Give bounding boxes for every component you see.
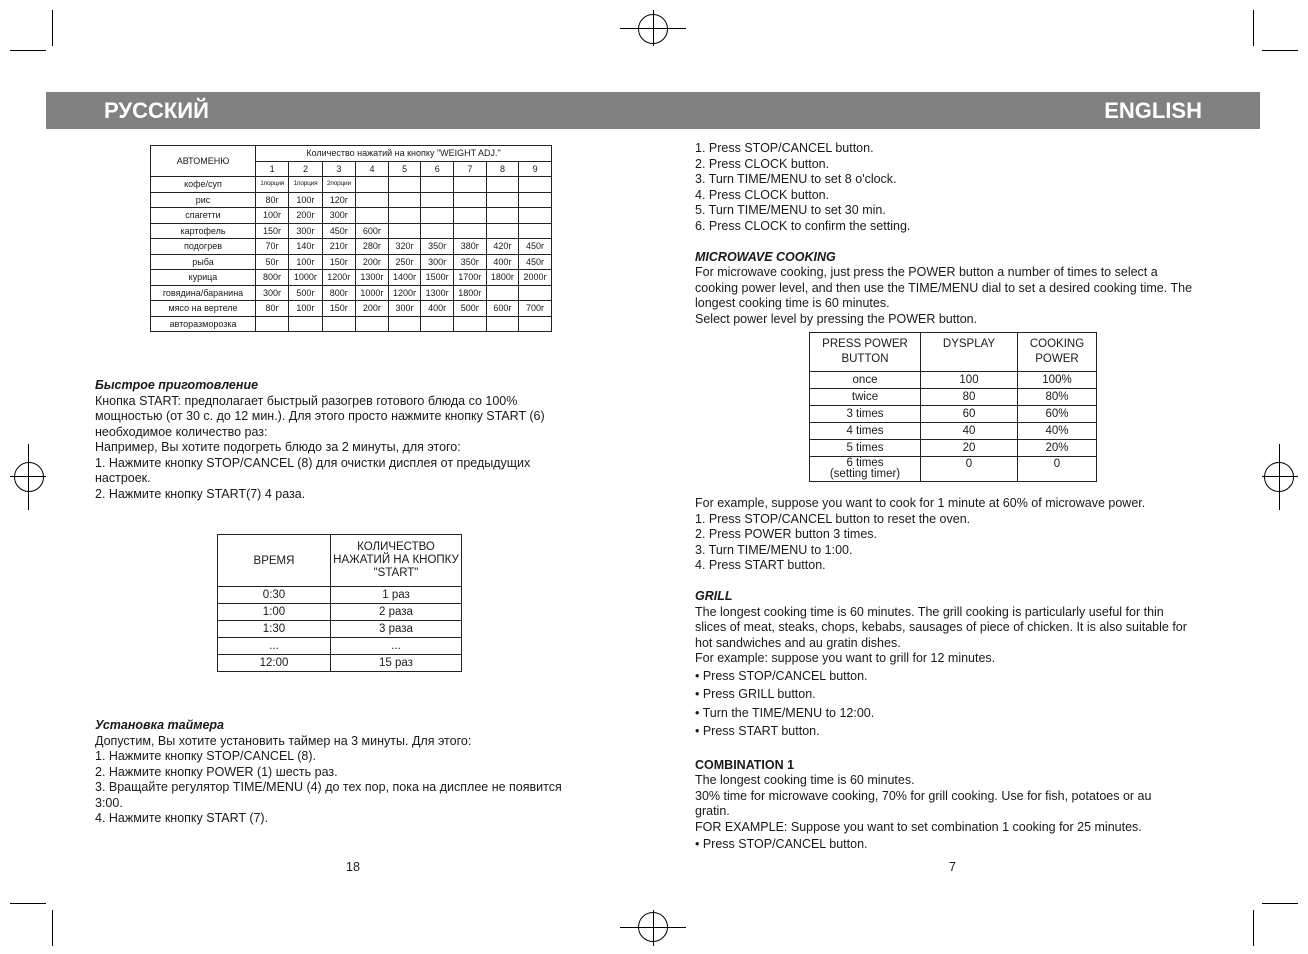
weight-cell [421, 223, 454, 239]
weight-cell: 380г [454, 239, 487, 255]
weight-cell: 200г [289, 208, 322, 224]
press-cell: once [810, 372, 921, 389]
col-header: 2 [289, 161, 322, 177]
microwave-line: For microwave cooking, just press the POWER button a number of times to select a [695, 265, 1158, 279]
menu-name-cell: спагетти [151, 208, 256, 224]
presses-cell: 1 раз [331, 587, 462, 604]
microwave-line: Select power level by pressing the POWER button. [695, 311, 978, 326]
time-table [217, 534, 462, 672]
weight-cell: 1800г [454, 285, 487, 301]
weight-cell [388, 192, 421, 208]
weight-cell: 420г [486, 239, 519, 255]
weight-cell [356, 177, 389, 193]
weight-cell: 150г [322, 254, 355, 270]
timer-line: 3. Вращайте регулятор TIME/MENU (4) до тех пор, пока на дисплее не появится [95, 780, 562, 794]
microwave-heading: MICROWAVE COOKING [695, 249, 836, 264]
power-cell: 80% [1018, 389, 1097, 406]
weight-cell: 1300г [356, 270, 389, 286]
table-row [151, 285, 552, 301]
weight-cell [454, 177, 487, 193]
grill-bullet: • Turn the TIME/MENU to 12:00. [695, 705, 875, 720]
timer-line: 1. Нажмите кнопку STOP/CANCEL (8). [95, 749, 316, 763]
weight-cell [356, 192, 389, 208]
presses-cell: ... [331, 638, 462, 655]
col-header: 5 [388, 161, 421, 177]
power-cell: 40% [1018, 423, 1097, 440]
table-row [151, 208, 552, 224]
weight-cell [388, 177, 421, 193]
weight-cell [322, 316, 355, 332]
grill-heading: GRILL [695, 589, 733, 603]
col-header: 4 [356, 161, 389, 177]
example-line: 2. Press POWER button 3 times. [695, 527, 878, 541]
combination-heading: COMBINATION 1 [695, 757, 795, 772]
timer-line: 3:00. [95, 795, 123, 810]
timer-line: 2. Нажмите кнопку POWER (1) шесть раз. [95, 764, 338, 779]
combination-line: • Press STOP/CANCEL button. [695, 837, 868, 851]
weight-cell: 350г [454, 254, 487, 270]
table-row [151, 316, 552, 332]
language-title-ru: РУССКИЙ [104, 98, 209, 123]
weight-cell: 300г [322, 208, 355, 224]
automenu-corner: АВТОМЕНЮ [151, 146, 256, 177]
weight-cell [421, 192, 454, 208]
quick-line: мощностью (от 30 с. до 12 мин.). Для этого просто нажмите кнопку START (6) [95, 409, 545, 423]
clock-step: 6. Press CLOCK to confirm the setting. [695, 218, 911, 233]
combination-line: The longest cooking time is 60 minutes. [695, 773, 915, 787]
menu-name-cell: рис [151, 192, 256, 208]
press-cell: 3 times [810, 406, 921, 423]
header-line: КОЛИЧЕСТВО [357, 541, 435, 553]
weight-cell [421, 316, 454, 332]
weight-cell: 120г [322, 192, 355, 208]
col-header: 7 [454, 161, 487, 177]
weight-cell: 300г [388, 301, 421, 317]
header-banner [46, 92, 1260, 129]
display-cell: 0 [921, 457, 1018, 482]
weight-cell [486, 285, 519, 301]
weight-cell [388, 316, 421, 332]
table-row [810, 389, 1097, 406]
weight-cell [388, 208, 421, 224]
quick-line: настроек. [95, 471, 151, 485]
clock-step: 3. Turn TIME/MENU to set 8 o'clock. [695, 172, 897, 186]
weight-cell: 200г [356, 301, 389, 317]
quick-heading: Быстрое приготовление [95, 378, 259, 392]
weight-cell [454, 316, 487, 332]
power-cell: 20% [1018, 440, 1097, 457]
power-cell: 0 [1018, 457, 1097, 482]
weight-cell [388, 223, 421, 239]
weight-cell [454, 192, 487, 208]
weight-cell [421, 208, 454, 224]
weight-cell: 320г [388, 239, 421, 255]
weight-cell: 500г [289, 285, 322, 301]
power-cell: 60% [1018, 406, 1097, 423]
col-header: 6 [421, 161, 454, 177]
col-header: 1 [256, 161, 289, 177]
weight-cell: 800г [256, 270, 289, 286]
press-cell: twice [810, 389, 921, 406]
clock-step: 2. Press CLOCK button. [695, 156, 830, 171]
table-row [218, 655, 462, 672]
weight-cell [486, 177, 519, 193]
header-line: НАЖАТИЙ НА КНОПКУ [333, 554, 459, 566]
timer-heading: Установка таймера [95, 718, 224, 732]
weight-cell: 1500г [421, 270, 454, 286]
weight-cell: 100г [289, 254, 322, 270]
menu-name-cell: курица [151, 270, 256, 286]
weight-cell: 50г [256, 254, 289, 270]
menu-name-cell: картофель [151, 223, 256, 239]
table-row [810, 406, 1097, 423]
cooking-power-col-header [1018, 333, 1097, 372]
table-row [810, 423, 1097, 440]
table-row [151, 270, 552, 286]
microwave-line: longest cooking time is 60 minutes. [695, 296, 890, 310]
col-header: 8 [486, 161, 519, 177]
weight-cell: 1200г [322, 270, 355, 286]
power-cell: 100% [1018, 372, 1097, 389]
weight-cell [356, 208, 389, 224]
weight-cell: 2порции [322, 177, 355, 193]
table-row [151, 192, 552, 208]
menu-name-cell: рыба [151, 254, 256, 270]
weight-cell: 500г [454, 301, 487, 317]
grill-line: The longest cooking time is 60 minutes. The grill cooking is particularly useful for thin [695, 604, 1164, 619]
example-line: 4. Press START button. [695, 558, 826, 572]
weight-cell [454, 223, 487, 239]
clock-step: 1. Press STOP/CANCEL button. [695, 141, 874, 155]
quick-line: 2. Нажмите кнопку START(7) 4 раза. [95, 486, 306, 501]
display-col-header: DYSPLAY [921, 333, 1018, 372]
table-row [218, 621, 462, 638]
weight-cell [356, 316, 389, 332]
weight-cell [519, 316, 552, 332]
weight-cell [519, 177, 552, 193]
weight-cell: 80г [256, 192, 289, 208]
weight-cell [421, 177, 454, 193]
table-row [218, 604, 462, 621]
weight-cell: 600г [356, 223, 389, 239]
weight-cell: 450г [322, 223, 355, 239]
press-cell: 4 times [810, 423, 921, 440]
time-cell: ... [218, 638, 331, 655]
weight-cell: 700г [519, 301, 552, 317]
header-line: POWER [1035, 353, 1079, 365]
weight-cell [256, 316, 289, 332]
weight-cell [519, 192, 552, 208]
weight-cell: 300г [421, 254, 454, 270]
cell-note: (setting timer) [829, 468, 901, 480]
combination-line: gratin. [695, 804, 730, 818]
menu-name-cell: мясо на вертеле [151, 301, 256, 317]
table-row [218, 638, 462, 655]
header-line: BUTTON [841, 353, 889, 365]
weight-cell: 1порция [256, 177, 289, 193]
automenu-table [150, 145, 552, 332]
weight-cell: 280г [356, 239, 389, 255]
table-row [151, 301, 552, 317]
weight-cell: 210г [322, 239, 355, 255]
menu-name-cell: подогрев [151, 239, 256, 255]
col-header: 3 [322, 161, 355, 177]
table-row [151, 223, 552, 239]
table-row [810, 440, 1097, 457]
quick-line: Например, Вы хотите подогреть блюдо за 2 минуты, для этого: [95, 440, 461, 454]
weight-cell: 1400г [388, 270, 421, 286]
weight-cell: 300г [289, 223, 322, 239]
presses-cell: 3 раза [331, 621, 462, 638]
time-cell: 12:00 [218, 655, 331, 672]
table-row [151, 177, 552, 193]
menu-name-cell: кофе/суп [151, 177, 256, 193]
language-title-en: ENGLISH [1104, 98, 1202, 123]
combination-line: 30% time for microwave cooking, 70% for grill cooking. Use for fish, potatoes or au [695, 788, 1152, 803]
display-cell: 60 [921, 406, 1018, 423]
weight-cell [289, 316, 322, 332]
presses-cell: 2 раза [331, 604, 462, 621]
press-cell [810, 457, 921, 482]
weight-cell: 1000г [356, 285, 389, 301]
weight-cell: 450г [519, 239, 552, 255]
table-row [810, 372, 1097, 389]
automenu-header: Количество нажатий на кнопку "WEIGHT ADJ." [256, 146, 552, 162]
grill-bullet: • Press GRILL button. [695, 687, 816, 701]
cell-line: 6 times [846, 457, 884, 469]
presses-cell: 15 раз [331, 655, 462, 672]
page-number-left: 18 [346, 860, 360, 874]
time-cell: 1:30 [218, 621, 331, 638]
presses-col-header [331, 535, 462, 587]
table-row [218, 587, 462, 604]
quick-line: 1. Нажмите кнопку STOP/CANCEL (8) для очистки дисплея от предыдущих [95, 455, 531, 470]
clock-step: 5. Turn TIME/MENU to set 30 min. [695, 203, 886, 217]
example-section [695, 496, 1211, 853]
grill-line: For example: suppose you want to grill for 12 minutes. [695, 651, 996, 665]
timer-line: 4. Нажмите кнопку START (7). [95, 811, 269, 825]
table-row [151, 254, 552, 270]
grill-line: hot sandwiches and au gratin dishes. [695, 635, 901, 650]
weight-cell: 100г [256, 208, 289, 224]
example-line: For example, suppose you want to cook for 1 minute at 60% of microwave power. [695, 496, 1146, 510]
weight-cell [519, 285, 552, 301]
weight-cell [486, 208, 519, 224]
grill-bullet: • Press START button. [695, 724, 820, 738]
display-cell: 80 [921, 389, 1018, 406]
weight-cell [486, 223, 519, 239]
weight-cell [486, 192, 519, 208]
combination-line: FOR EXAMPLE: Suppose you want to set combination 1 cooking for 25 minutes. [695, 819, 1142, 834]
weight-cell: 400г [421, 301, 454, 317]
timer-line: Допустим, Вы хотите установить таймер на 3 минуты. Для этого: [95, 733, 472, 748]
weight-cell: 1000г [289, 270, 322, 286]
weight-cell: 2000г [519, 270, 552, 286]
press-cell: 5 times [810, 440, 921, 457]
time-cell: 1:00 [218, 604, 331, 621]
menu-name-cell: говядина/баранина [151, 285, 256, 301]
weight-cell [454, 208, 487, 224]
clock-steps-section [695, 141, 1215, 327]
grill-bullet: • Press STOP/CANCEL button. [695, 668, 868, 683]
page-number-right: 7 [949, 860, 956, 874]
weight-cell: 250г [388, 254, 421, 270]
timer-section [95, 718, 595, 827]
display-cell: 100 [921, 372, 1018, 389]
display-cell: 20 [921, 440, 1018, 457]
time-col-header: ВРЕМЯ [218, 535, 331, 587]
header-line: COOKING [1029, 338, 1085, 350]
table-row [810, 457, 1097, 482]
weight-cell: 400г [486, 254, 519, 270]
col-header: 9 [519, 161, 552, 177]
weight-cell: 300г [256, 285, 289, 301]
quick-line: Кнопка START: предполагает быстрый разогрев готового блюда со 100% [95, 393, 518, 408]
weight-cell: 70г [256, 239, 289, 255]
weight-cell: 800г [322, 285, 355, 301]
weight-cell: 1800г [486, 270, 519, 286]
microwave-line: cooking power level, and then use the TIME/MENU dial to set a desired cooking time. The [695, 280, 1193, 295]
table-row [151, 239, 552, 255]
weight-cell: 100г [289, 192, 322, 208]
example-line: 1. Press STOP/CANCEL button to reset the oven. [695, 511, 971, 526]
weight-cell: 150г [322, 301, 355, 317]
quick-line: необходимое количество раз: [95, 424, 268, 439]
header-line: "START" [373, 567, 419, 579]
weight-cell [486, 316, 519, 332]
header-line: PRESS POWER [822, 338, 908, 350]
weight-cell [519, 208, 552, 224]
weight-cell: 80г [256, 301, 289, 317]
power-table [809, 332, 1097, 482]
weight-cell: 1порция [289, 177, 322, 193]
weight-cell: 140г [289, 239, 322, 255]
time-cell: 0:30 [218, 587, 331, 604]
weight-cell: 350г [421, 239, 454, 255]
weight-cell: 100г [289, 301, 322, 317]
menu-name-cell: авторазморозка [151, 316, 256, 332]
weight-cell: 600г [486, 301, 519, 317]
weight-cell: 1200г [388, 285, 421, 301]
example-line: 3. Turn TIME/MENU to 1:00. [695, 542, 853, 557]
clock-step: 4. Press CLOCK button. [695, 187, 830, 202]
weight-cell: 450г [519, 254, 552, 270]
weight-cell: 150г [256, 223, 289, 239]
weight-cell: 1700г [454, 270, 487, 286]
weight-cell: 200г [356, 254, 389, 270]
display-cell: 40 [921, 423, 1018, 440]
weight-cell [519, 223, 552, 239]
power-col-header [810, 333, 921, 372]
weight-cell: 1300г [421, 285, 454, 301]
grill-line: slices of meat, steaks, chops, kebabs, sausages of piece of chicken. It is also suitable for [695, 620, 1187, 634]
quick-cooking-section [95, 378, 595, 502]
